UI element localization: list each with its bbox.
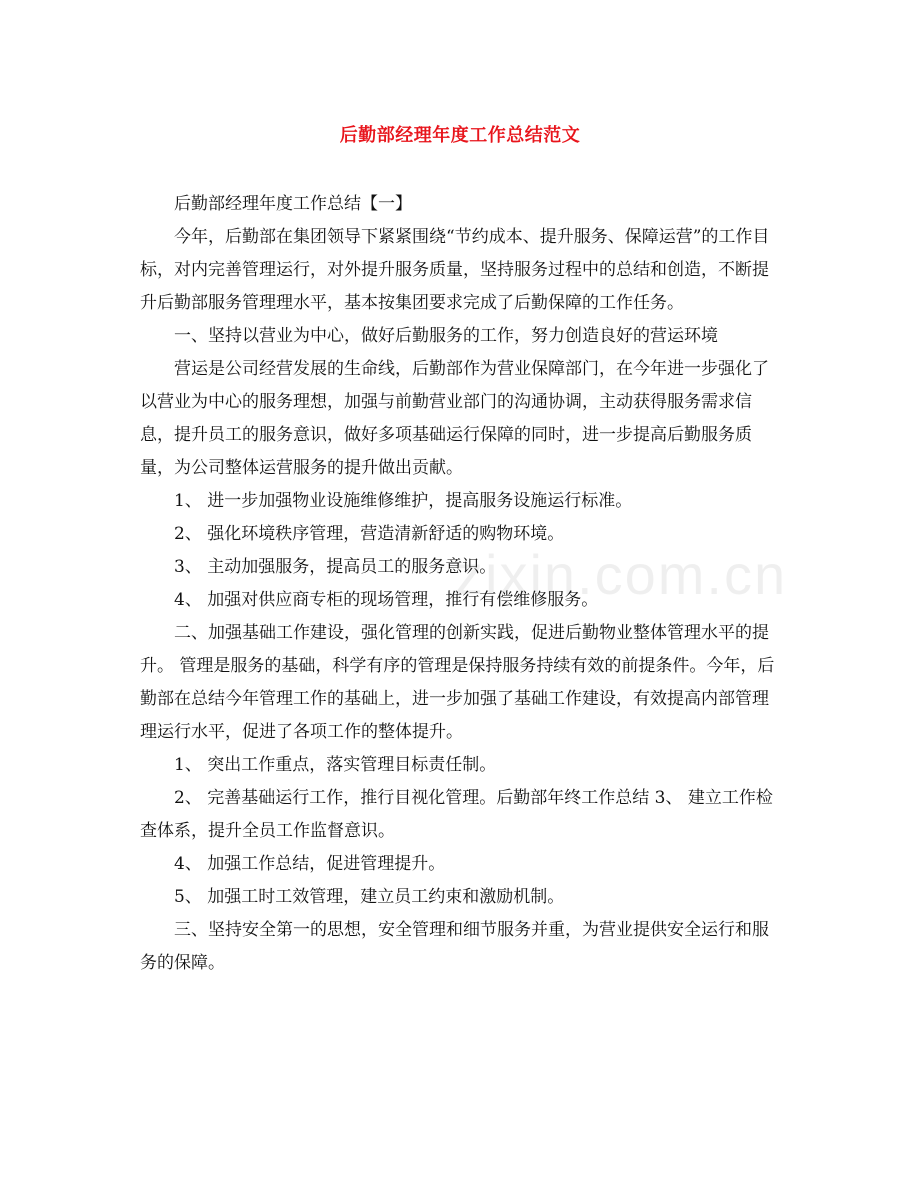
watermark-text: zixin.com.cn [455, 543, 788, 606]
list-item: 1、 进一步加强物业设施维修维护，提高服务设施运行标准。 [174, 491, 633, 511]
intro-paragraph: 今年，后勤部在集团领导下紧紧围绕“节约成本、提升服务、保障运营”的工作目标，对内完善管理运行，对外提升服务质量，坚持服务过程中的总结和创造，不断提升后勤部服务管理理水平，基本按集团要求完成了后勤保障的工作任务。 [140, 227, 770, 313]
document-title: 后勤部经理年度工作总结范文 [339, 125, 581, 146]
list-item: 3、 主动加强服务，提高员工的服务意识。 [174, 557, 497, 577]
section-heading-2: 二、加强基础工作建设，强化管理的创新实践，促进后勤物业整体管理水平的提升。 管理是服务的基础，科学有序的管理是保持服务持续有效的前提条件。今年，后勤部在总结今年管理工作的基础上，进一步加强了基础工作建设，有效提高内部管理理运行水平，促进了各项工作的整体提升。 [140, 623, 775, 742]
list-item: 4、 加强对供应商专柜的现场管理，推行有偿维修服务。 [174, 590, 599, 610]
list-item: 2、 强化环境秩序管理，营造清新舒适的购物环境。 [174, 524, 565, 544]
section-heading: 后勤部经理年度工作总结【一】 [174, 194, 412, 214]
document-body [140, 188, 780, 980]
section-heading-1: 一、坚持以营业为中心，做好后勤服务的工作，努力创造良好的营运环境 [174, 326, 718, 346]
list-item: 1、 突出工作重点，落实管理目标责任制。 [174, 755, 497, 775]
list-item: 2、 完善基础运行工作，推行目视化管理。后勤部年终工作总结 3、 建立工作检查体系，提升全员工作监督意识。 [140, 788, 773, 841]
list-item: 5、 加强工时工效管理，建立员工约束和激励机制。 [174, 887, 565, 907]
list-item: 4、 加强工作总结，促进管理提升。 [174, 854, 446, 874]
body-paragraph: 营运是公司经营发展的生命线，后勤部作为营业保障部门，在今年进一步强化了以营业为中心的服务理想，加强与前勤营业部门的沟通协调，主动获得服务需求信息，提升员工的服务意识，做好多项基础运行保障的同时，进一步提高后勤服务质量，为公司整体运营服务的提升做出贡献。 [140, 359, 769, 478]
section-heading-3: 三、坚持安全第一的思想，安全管理和细节服务并重，为营业提供安全运行和服务的保障。 [140, 920, 769, 973]
